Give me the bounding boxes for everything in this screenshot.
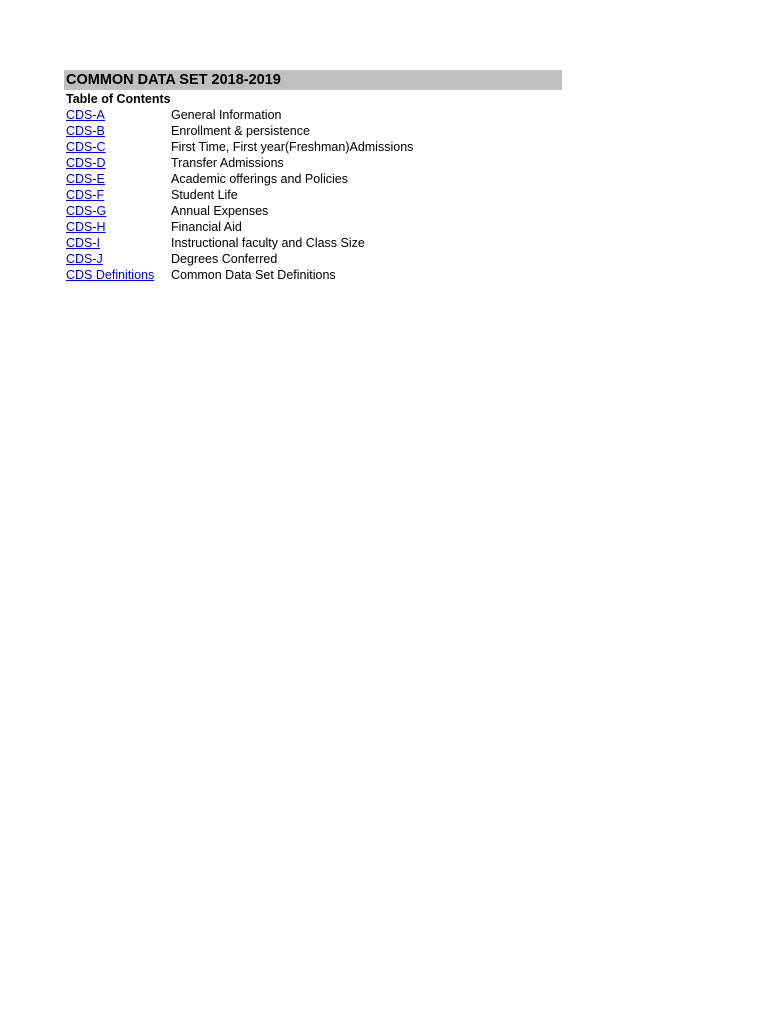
toc-code-cell: [64, 123, 171, 139]
toc-link-cds-g[interactable]: CDS-G: [66, 204, 107, 218]
toc-description: Student Life: [171, 188, 238, 202]
toc-link-cds-h[interactable]: CDS-H: [66, 220, 106, 234]
toc-row: [64, 235, 562, 251]
toc-heading: Table of Contents: [66, 92, 171, 106]
toc-code-cell: [64, 187, 171, 203]
toc-list: [64, 107, 562, 283]
toc-row: [64, 251, 562, 267]
toc-link-cds-b[interactable]: CDS-B: [66, 124, 105, 138]
toc-description: Annual Expenses: [171, 204, 269, 218]
toc-code-cell: [64, 203, 171, 219]
toc-description: Common Data Set Definitions: [171, 268, 336, 282]
spreadsheet-page: [64, 70, 562, 283]
toc-row: [64, 219, 562, 235]
toc-description: Instructional faculty and Class Size: [171, 236, 365, 250]
toc-code-cell: [64, 155, 171, 171]
toc-description: Financial Aid: [171, 220, 242, 234]
toc-link-cds-i[interactable]: CDS-I: [66, 236, 101, 250]
toc-row: [64, 171, 562, 187]
toc-code-cell: [64, 267, 171, 283]
toc-code-cell: [64, 219, 171, 235]
toc-link-cds-definitions[interactable]: CDS Definitions: [66, 268, 155, 282]
toc-link-cds-d[interactable]: CDS-D: [66, 156, 106, 170]
toc-row: [64, 139, 562, 155]
toc-description: General Information: [171, 108, 282, 122]
toc-code-cell: [64, 251, 171, 267]
document-title: COMMON DATA SET 2018-2019: [64, 70, 562, 90]
toc-row: [64, 107, 562, 123]
toc-link-cds-e[interactable]: CDS-E: [66, 172, 105, 186]
toc-row: [64, 203, 562, 219]
toc-link-cds-j[interactable]: CDS-J: [66, 252, 103, 266]
toc-description: First Time, First year(Freshman)Admissions: [171, 140, 414, 154]
toc-code-cell: [64, 107, 171, 123]
toc-code-cell: [64, 171, 171, 187]
toc-description: Degrees Conferred: [171, 252, 278, 266]
toc-row: [64, 123, 562, 139]
toc-row: [64, 267, 562, 283]
toc-description: Enrollment & persistence: [171, 124, 310, 138]
toc-row: [64, 187, 562, 203]
toc-link-cds-a[interactable]: CDS-A: [66, 108, 105, 122]
toc-code-cell: [64, 139, 171, 155]
toc-code-cell: [64, 235, 171, 251]
toc-link-cds-c[interactable]: CDS-C: [66, 140, 106, 154]
toc-link-cds-f[interactable]: CDS-F: [66, 188, 105, 202]
toc-description: Academic offerings and Policies: [171, 172, 348, 186]
toc-description: Transfer Admissions: [171, 156, 284, 170]
toc-row: [64, 155, 562, 171]
